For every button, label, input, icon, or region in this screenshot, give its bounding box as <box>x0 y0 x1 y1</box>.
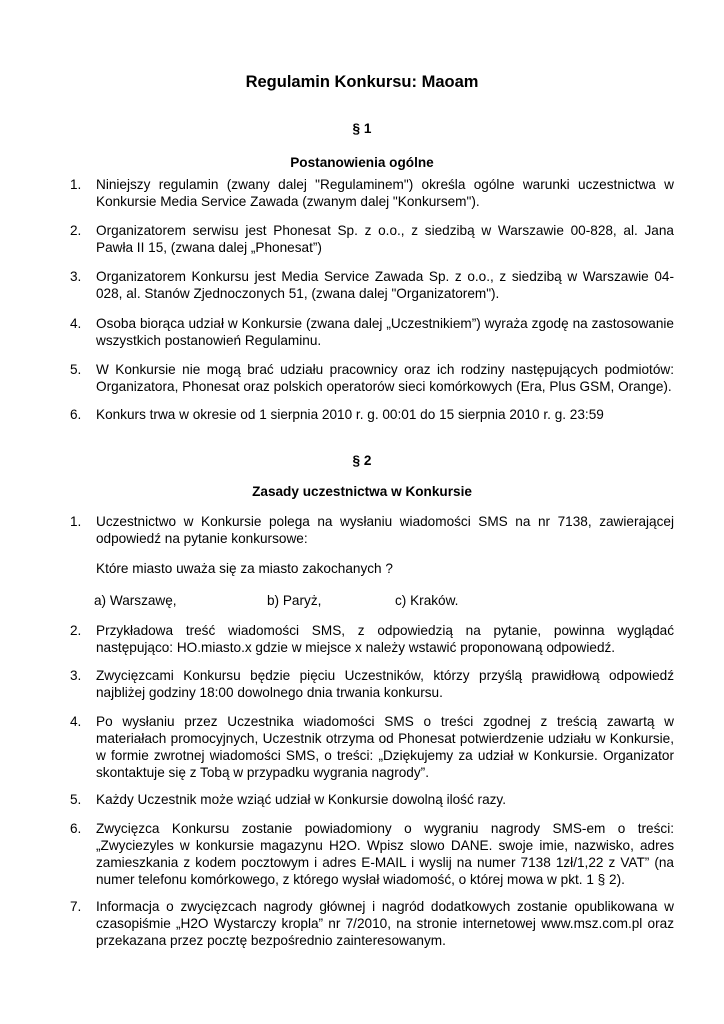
item-number: 2. <box>70 223 82 238</box>
contest-question: Które miasto uważa się za miasto zakochanych ? <box>96 561 393 576</box>
item-number: 3. <box>70 269 82 284</box>
item-number: 4. <box>70 316 82 331</box>
section-2-item <box>70 898 674 949</box>
item-text: Konkurs trwa w okresie od 1 sierpnia 2010 r. g. 00:01 do 15 sierpnia 2010 r. g. 23:59 <box>96 407 604 422</box>
document-title: Regulamin Konkursu: Maoam <box>245 73 479 91</box>
item-number: 6. <box>70 821 82 836</box>
answer-option: a) Warszawę, <box>94 593 177 608</box>
section-2-item <box>70 713 674 781</box>
section-1-item <box>70 268 674 302</box>
item-number: 1. <box>70 177 82 192</box>
item-number: 6. <box>70 407 82 422</box>
section-1-heading: Postanowienia ogólne <box>290 155 434 170</box>
section-1-item <box>70 315 674 349</box>
item-text: Organizatorem serwisu jest Phonesat Sp. z o.o., z siedzibą w Warszawie 00-828, al. Jana Pawła II 15, (zwana dalej „Phonesat”) <box>96 223 674 255</box>
item-text: Osoba biorąca udział w Konkursie (zwana dalej „Uczestnikiem”) wyraża zgodę na zastosowanie wszystkich postanowień Regulaminu. <box>96 316 674 348</box>
item-text: Każdy Uczestnik może wziąć udział w Konkursie dowolną ilość razy. <box>96 792 506 807</box>
item-number: 5. <box>70 362 82 377</box>
item-number: 5. <box>70 792 82 807</box>
section-2-heading: Zasady uczestnictwa w Konkursie <box>252 484 472 499</box>
item-text: Informacja o zwycięzcach nagrody głównej i nagród dodatkowych zostanie opublikowana w czasopiśmie „H2O Wystarczy kropla” nr 7/2010, na stronie internetowej www.msz.com.pl oraz przekazana przez pocztę bezpośrednio zainteresowanym. <box>96 899 674 948</box>
item-number: 3. <box>70 668 82 683</box>
answer-option: c) Kraków. <box>395 593 459 608</box>
item-text: Zwycięzca Konkursu zostanie powiadomiony o wygraniu nagrody SMS-em o treści: „Zwyciezyles w konkursie magazynu H2O. Wpisz slowo DANE. swoje imie, nazwisko, adres zamieszkania z kodem pocztowym i adres E-MAIL i wyslij na numer 7138 1zł/1,22 z VAT” (na numer telefonu komórkowego, z którego wysłał wiadomość, o której mowa w pkt. 1 § 2). <box>96 821 674 887</box>
section-1-mark: § 1 <box>352 121 372 136</box>
item-number: 4. <box>70 714 82 729</box>
section-1-item <box>70 222 674 256</box>
section-2-mark: § 2 <box>352 453 372 468</box>
item-number: 2. <box>70 623 82 638</box>
item-text: Niniejszy regulamin (zwany dalej "Regulaminem") określa ogólne warunki uczestnictwa w Konkursie Media Service Zawada (zwanym dalej "Konkursem"). <box>96 177 674 209</box>
item-number: 7. <box>70 899 82 914</box>
section-1-item <box>70 176 674 210</box>
section-2-item <box>70 513 674 547</box>
section-2-item <box>70 622 674 656</box>
section-1-item <box>70 361 674 395</box>
item-text: Zwycięzcami Konkursu będzie pięciu Uczestników, którzy przyślą prawidłową odpowiedź najbliżej godziny 18:00 dowolnego dnia trwania konkursu. <box>96 668 674 700</box>
section-1-item <box>70 406 674 423</box>
item-number: 1. <box>70 514 82 529</box>
section-2-item <box>70 667 674 701</box>
item-text: Po wysłaniu przez Uczestnika wiadomości SMS o treści zgodnej z treścią zawartą w materiałach promocyjnych, Uczestnik otrzyma od Phonesat potwierdzenie udziału w Konkursie, w formie zwrotnej wiadomości SMS, o treści: „Dziękujemy za udział w Konkursie. Organizator skontaktuje się z Tobą w przypadku wygrania nagrody”. <box>96 714 674 780</box>
section-2-item <box>70 791 674 808</box>
answer-option: b) Paryż, <box>267 593 322 608</box>
item-text: W Konkursie nie mogą brać udziału pracownicy oraz ich rodziny następujących podmiotów: Organizatora, Phonesat oraz polskich operatorów sieci komórkowych (Era, Plus GSM, Orange). <box>96 362 674 394</box>
item-text: Organizatorem Konkursu jest Media Service Zawada Sp. z o.o., z siedzibą w Warszawie 04-028, al. Stanów Zjednoczonych 51, (zwana dalej "Organizatorem"). <box>96 269 674 301</box>
section-2-item <box>70 820 674 888</box>
item-text: Przykładowa treść wiadomości SMS, z odpowiedzią na pytanie, powinna wyglądać następująco: HO.miasto.x gdzie w miejsce x należy wstawić proponowaną odpowiedź. <box>96 623 674 655</box>
item-text: Uczestnictwo w Konkursie polega na wysłaniu wiadomości SMS na nr 7138, zawierającej odpowiedź na pytanie konkursowe: <box>96 514 674 546</box>
